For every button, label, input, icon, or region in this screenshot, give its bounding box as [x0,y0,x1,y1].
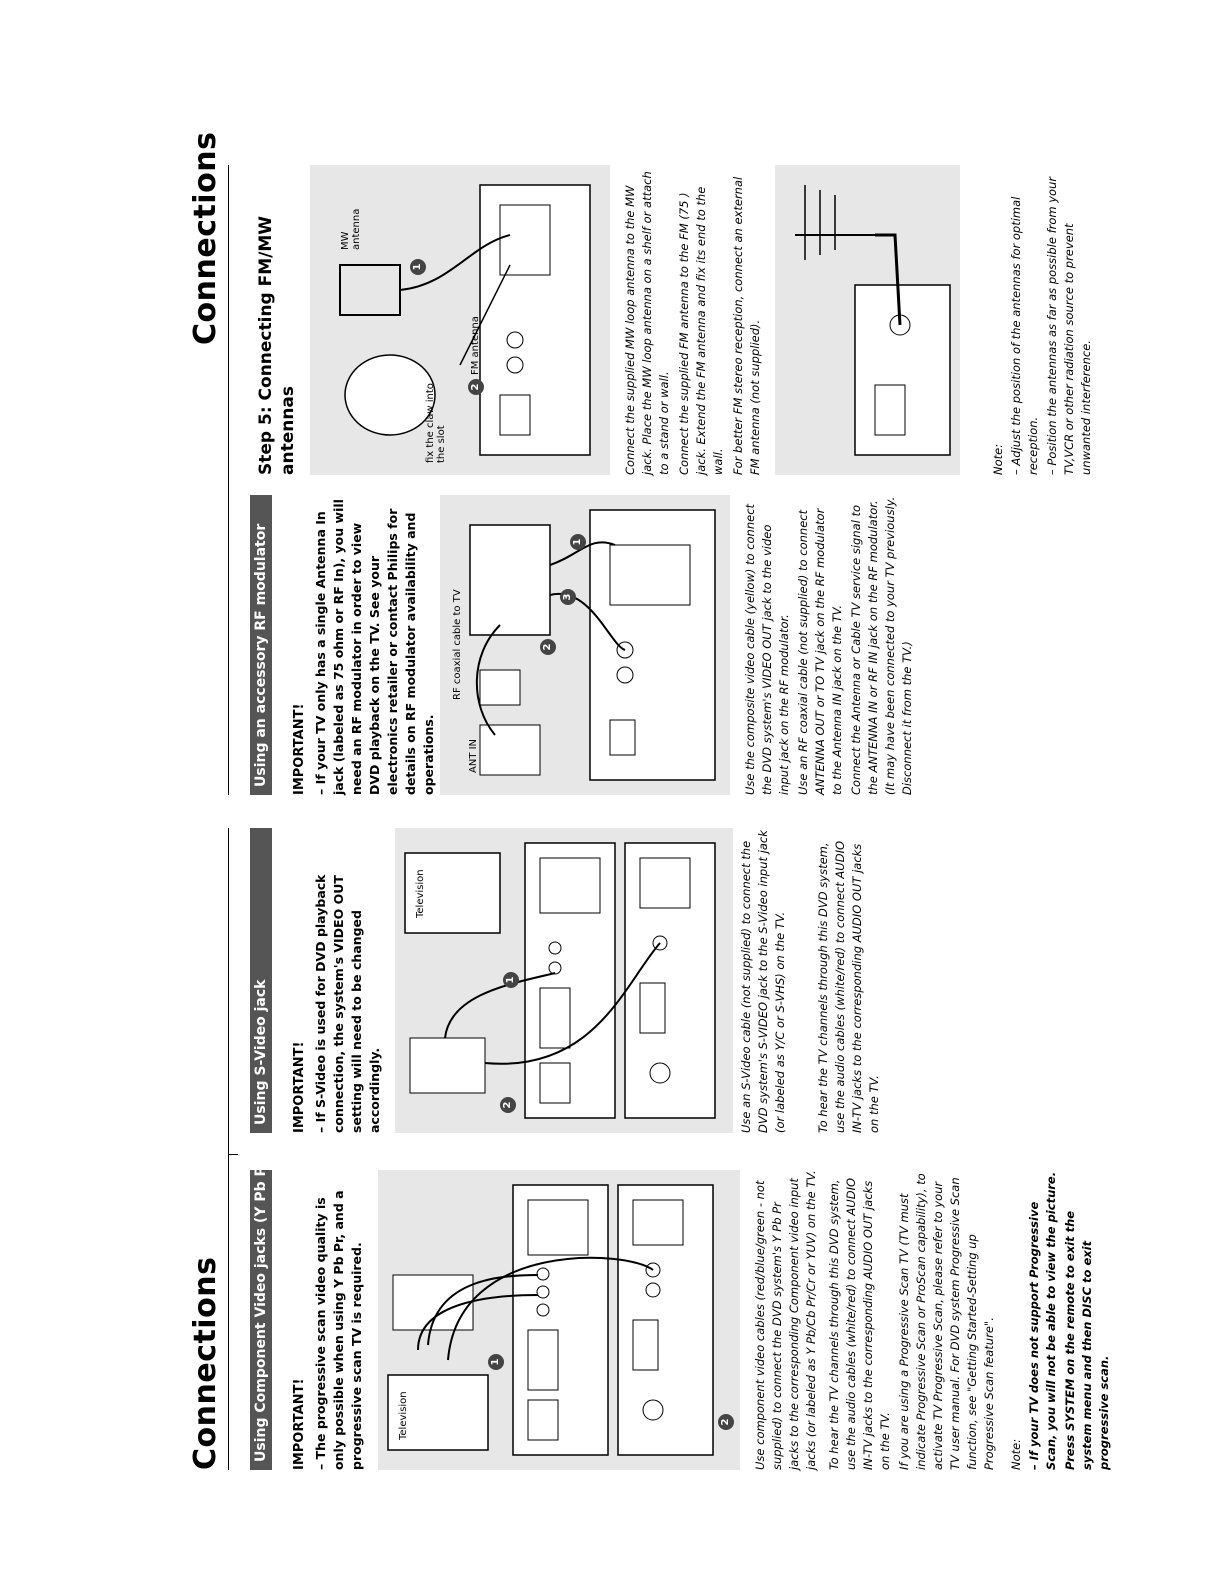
component-figure [378,1170,740,1470]
component-important-title: IMPORTANT! [292,1378,307,1470]
svideo-section-title: Using S-Video jack [250,828,272,1133]
component-para-3: If you are using a Progressive Scan TV (TV must indicate Progressive Scan or ProScan capability), to activate TV Progressive Scan, please refer to your TV user manual. For DVD system Progressive Scan function, see "Getting Started-Setting up Progressive Scan feature". [897,1173,996,1470]
rf-callout-3: 3 [560,589,576,605]
rf-section-title: Using an accessory RF modulator [250,495,272,795]
svideo-callout-2: 2 [500,1097,516,1113]
svideo-important-text: – If S-Video is used for DVD playback connection, the system's VIDEO OUT setting will need to be changed accordingly. [313,874,382,1133]
antenna-callout-2: 2 [468,379,484,395]
rf-figure [440,495,730,795]
page-title-right: Connections [188,131,223,345]
page-title-left: Connections [188,1256,223,1470]
rf-para-3: Connect the Antenna or Cable TV service signal to the ANTENNA IN or RF IN jack on the RF modulator. (It may have been connected to your TV previously. Disconnect it from the TV.) [849,496,914,795]
rf-para-2: Use an RF coaxial cable (not supplied) to connect ANTENNA OUT or TO TV jack on the RF modulator to the Antenna IN jack on the TV. [796,508,844,795]
antenna-para-3: For better FM stereo reception, connect an external FM antenna (not supplied). [731,176,762,475]
antenna-fig-label-mw: MW antenna [340,208,362,250]
rf-fig-label-antin: ANT IN [468,738,479,773]
svideo-callout-1: 1 [503,972,519,988]
component-diagram [378,1170,740,1470]
rf-callout-2: 2 [540,639,556,655]
component-note-title: Note: [1009,1438,1023,1470]
component-section-title: Using Component Video jacks (Y Pb Pr) [250,1170,272,1470]
antenna-callout-1: 1 [410,259,426,275]
antenna-note-title: Note: [991,443,1005,475]
component-fig-label-tv: Television [398,1391,409,1440]
svideo-para-2: To hear the TV channels through this DVD system, use the audio cables (white/red) to connect AUDIO IN-TV jacks to the corresponding AUDIO OUT jacks on the TV. [816,840,881,1133]
title-rule-left [228,828,229,1470]
antenna-fig-label-fm: FM antenna [470,316,481,375]
rf-fig-label-cable: RF coaxial cable to TV [452,589,463,700]
external-antenna-figure [775,165,960,475]
rf-important-text: – If your TV only has a single Antenna In jack (labeled as 75 ohm or RF In), you will need an RF modulator in order to view DVD playback on the TV. See your electronics retailer or contact Philips for details on RF modulator availability and operations. [313,499,436,795]
rf-para-1: Use the composite video cable (yellow) to connect the DVD system's VIDEO OUT jack to the video input jack on the RF modulator. [743,503,791,795]
component-note-1: – If your TV does not support Progressive Scan, you will not be able to view the picture. [1027,1171,1058,1470]
svideo-diagram [395,828,733,1133]
component-important-text: – The progressive scan video quality is only possible when using Y Pb Pr, and a progressive scan TV is required. [313,1190,364,1470]
external-antenna-diagram [775,165,960,475]
antenna-para-1: Connect the supplied MW loop antenna to the MW jack. Place the MW loop antenna on a shelf or attach to a stand or wall. [623,171,671,475]
antenna-note-2: – Position the antennas as far as possible from your TV,VCR or other radiation source to prevent unwanted interference. [1045,176,1093,475]
title-rule-right [228,165,229,795]
component-para-1: Use component video cables (red/blue/green - not supplied) to connect the DVD system's Y Pb Pr jacks to the corresponding Component video input jacks (or labeled as Y Pb/Cb Pr/Cr or YUV) on the TV. [753,1170,818,1470]
antenna-fig-label-claw: fix the claw into the slot [425,383,447,463]
component-note-2: Press SYSTEM on the remote to exit the system menu and then DISC to exit progressive scan. [1063,1210,1111,1470]
antenna-para-2: Connect the supplied FM antenna to the FM (75 ) jack. Extend the FM antenna and fix its end to the wall. [677,186,725,475]
antenna-step-title: Step 5: Connecting FM/MW antennas [256,215,298,475]
svideo-figure [395,828,733,1133]
svideo-important-title: IMPORTANT! [292,1041,307,1133]
antenna-note-1: – Adjust the position of the antennas for optimal reception. [1009,196,1040,475]
column-divider [228,1154,238,1155]
component-para-2: To hear the TV channels through this DVD system, use the audio cables (white/red) to connect AUDIO IN-TV jacks to the corresponding AUDIO OUT jacks on the TV. [827,1177,892,1470]
antenna-figure [310,165,610,475]
svideo-fig-label-tv: Television [415,869,426,918]
component-callout-2: 2 [718,1414,734,1430]
component-callout-1: 1 [488,1354,504,1370]
rf-important-title: IMPORTANT! [292,703,307,795]
rf-callout-1: 1 [570,534,586,550]
svideo-para-1: Use an S-Video cable (not supplied) to connect the DVD system's S-VIDEO jack to the S-Video input jack (or labeled as Y/C or S-VHS) on the TV. [739,830,787,1133]
